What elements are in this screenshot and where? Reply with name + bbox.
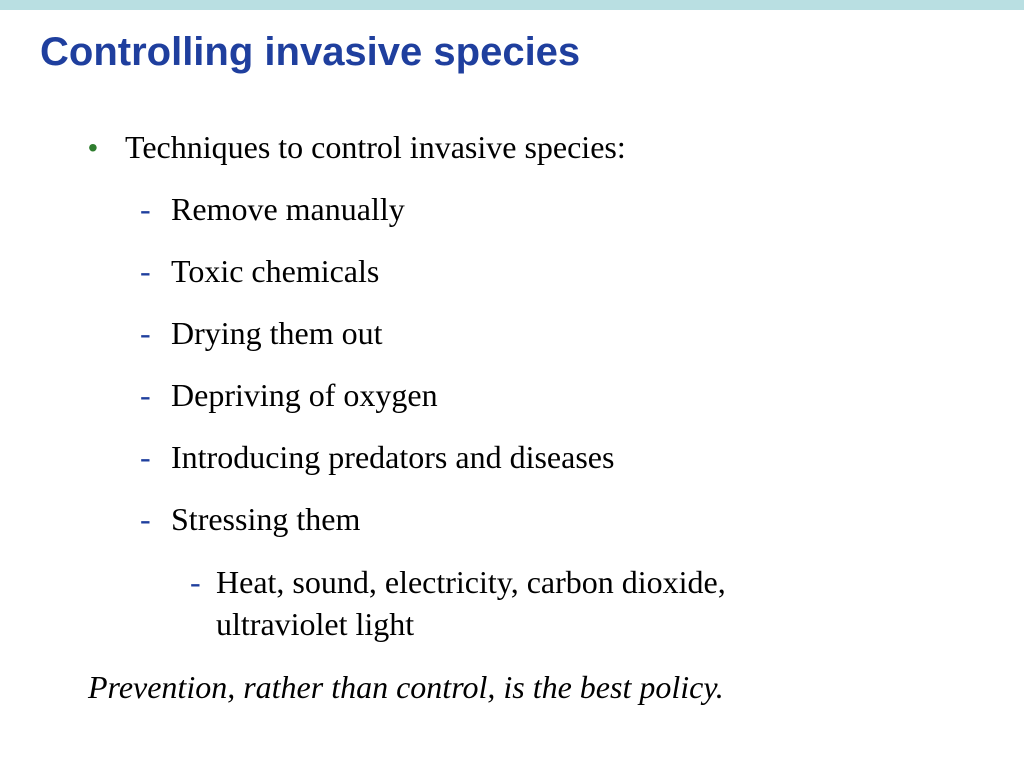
bullet-marker: •: [88, 132, 98, 163]
dash-marker: -: [140, 377, 151, 413]
dash-marker: -: [140, 501, 151, 537]
slide-title: Controlling invasive species: [40, 30, 581, 74]
sub-item-text: Toxic chemicals: [171, 253, 380, 289]
dash-marker: -: [190, 564, 201, 600]
sub-item-text: Drying them out: [171, 315, 383, 351]
dash-marker: -: [140, 315, 151, 351]
top-accent-bar: [0, 0, 1024, 10]
sub-item-text: Depriving of oxygen: [171, 377, 438, 413]
sub-item-text: Introducing predators and diseases: [171, 439, 615, 475]
bullet-text: Techniques to control invasive species:: [125, 129, 626, 165]
sub-item-text: Remove manually: [171, 191, 405, 227]
sub-item-text: Stressing them: [171, 501, 361, 537]
dash-marker: -: [140, 439, 151, 475]
closing-note: Prevention, rather than control, is the best policy.: [88, 669, 724, 705]
sub-sub-item-line-2: ultraviolet light: [216, 606, 415, 642]
dash-marker: -: [140, 191, 151, 227]
dash-marker: -: [140, 253, 151, 289]
sub-sub-item-line-1: Heat, sound, electricity, carbon dioxide,: [216, 564, 726, 600]
